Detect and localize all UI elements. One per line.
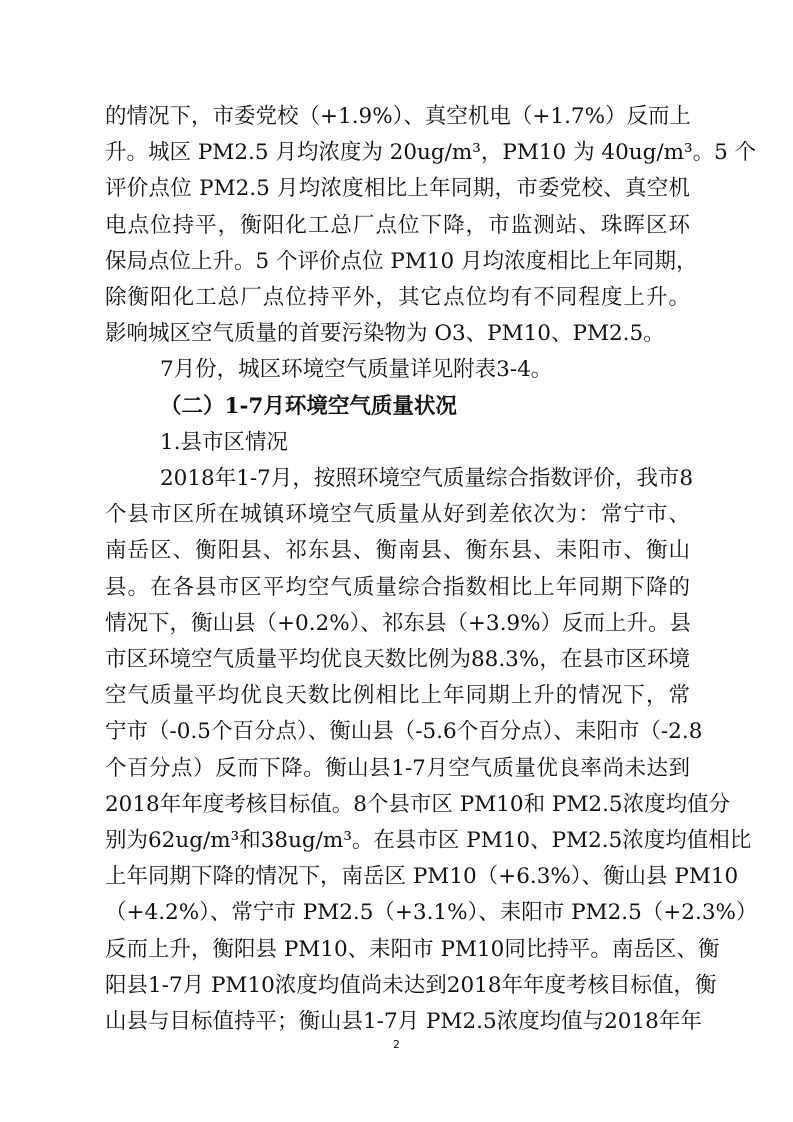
paragraph-line: 阳县1-7月 PM10浓度均值尚未达到2018年年度考核目标值，衡 [105, 972, 717, 998]
paragraph-line: 宁市（-0.5个百分点）、衡山县（-5.6个百分点）、耒阳市（-2.8 [105, 719, 703, 745]
paragraph-line: 评价点位 PM2.5 月均浓度相比上年同期，市委党校、真空机 [105, 176, 690, 202]
paragraph-line: 情况下，衡山县（+0.2%）、祁东县（+3.9%）反而上升。县 [105, 610, 692, 636]
paragraph-line: 保局点位上升。5 个评价点位 PM10 月均浓度相比上年同期， [105, 248, 698, 274]
paragraph-line: 电点位持平，衡阳化工总厂点位下降，市监测站、珠晖区环 [105, 212, 690, 238]
paragraph-line: 山县与目标值持平；衡山县1-7月 PM2.5浓度均值与2018年年 [105, 1009, 702, 1034]
paragraph-line: 2018年年度考核目标值。8个县市区 PM10和 PM2.5浓度均值分 [105, 791, 731, 817]
paragraph-line: 个百分点）反而下降。衡山县1-7月空气质量优良率尚未达到 [105, 755, 690, 781]
paragraph-line: 市区环境空气质量平均优良天数比例为88.3%，在县市区环境 [105, 647, 690, 672]
paragraph-line: 个县市区所在城镇环境空气质量从好到差依次为：常宁市、 [105, 502, 690, 528]
page-number: 2 [393, 1038, 400, 1051]
paragraph-line: 升。城区 PM2.5 月均浓度为 20ug/m³，PM10 为 40ug/m³。5 个 [105, 140, 757, 166]
paragraph-line: 别为62ug/m³和38ug/m³。在县市区 PM10、PM2.5浓度均值相比 [105, 828, 752, 853]
paragraph-line: 7月份，城区环境空气质量详见附表3-4。 [160, 357, 553, 383]
paragraph-line: 反而上升，衡阳县 PM10、耒阳市 PM10同比持平。南岳区、衡 [105, 936, 720, 962]
section-heading: （二）1-7月环境空气质量状况 [160, 393, 457, 419]
paragraph-line: 县。在各县市区平均空气质量综合指数相比上年同期下降的 [105, 574, 690, 600]
paragraph-line: 上年同期下降的情况下，南岳区 PM10（+6.3%）、衡山县 PM10 [105, 864, 739, 890]
paragraph-line: 影响城区空气质量的首要污染物为 O3、PM10、PM2.5。 [105, 321, 665, 347]
paragraph-line: 2018年1-7月，按照环境空气质量综合指数评价，我市8 [160, 466, 694, 491]
paragraph-line: 南岳区、衡阳县、祁东县、衡南县、衡东县、耒阳市、衡山 [105, 538, 690, 564]
subsection-heading: 1.县市区情况 [160, 429, 289, 455]
paragraph-line: （+4.2%）、常宁市 PM2.5（+3.1%）、耒阳市 PM2.5（+2.3%） [105, 900, 758, 926]
paragraph-line: 的情况下，市委党校（+1.9%）、真空机电（+1.7%）反而上 [105, 104, 692, 129]
paragraph-line: 空气质量平均优良天数比例相比上年同期上升的情况下，常 [105, 683, 690, 709]
paragraph-line: 除衡阳化工总厂点位持平外，其它点位均有不同程度上升。 [105, 285, 690, 310]
